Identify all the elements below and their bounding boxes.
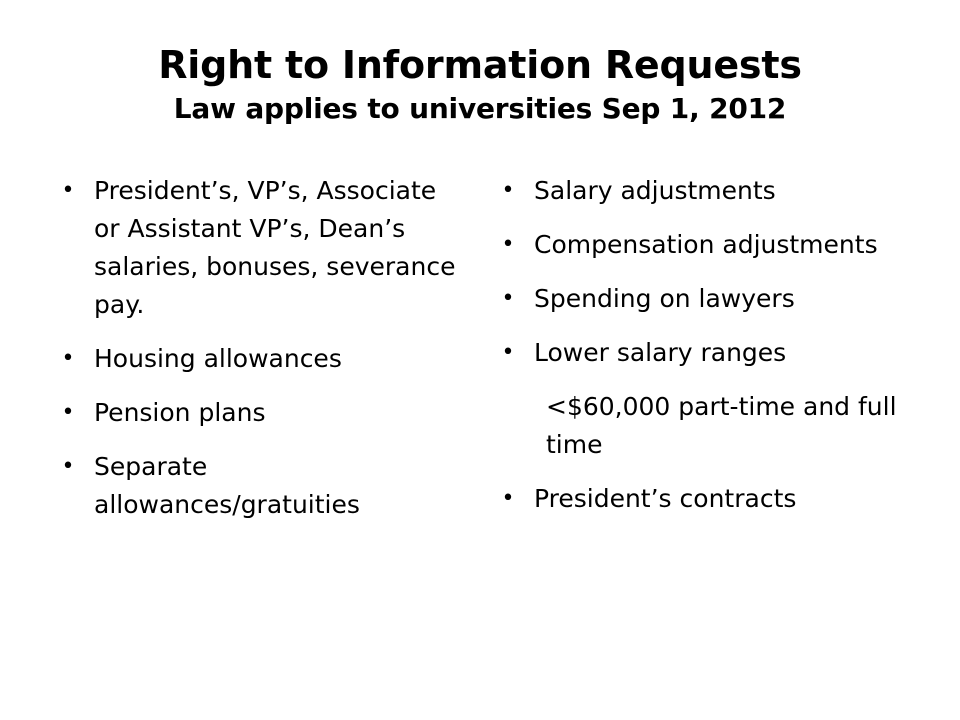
list-item: [58, 172, 458, 324]
list-item-text: <$60,000 part-time and full time: [546, 392, 897, 459]
list-item-text: Lower salary ranges: [534, 338, 787, 367]
list-item-text: Salary adjustments: [534, 176, 776, 205]
list-item-text: Separate allowances/gratuities: [94, 452, 360, 519]
slide-title: Right to Information Requests: [158, 43, 802, 87]
bullet-icon: •: [501, 486, 515, 511]
list-item-text: Housing allowances: [94, 344, 342, 373]
bullet-icon: •: [501, 340, 515, 365]
title-block: [60, 42, 900, 127]
list-item: [58, 448, 458, 524]
list-item-sub: [498, 388, 898, 464]
list-item-text: President’s, VP’s, Associate or Assistant VP’s, Dean’s salaries, bonuses, severance pay.: [94, 176, 456, 319]
list-item-text: Spending on lawyers: [534, 284, 795, 313]
list-item-text: Pension plans: [94, 398, 266, 427]
list-item: [58, 340, 458, 378]
list-item-text: Compensation adjustments: [534, 230, 878, 259]
bullet-icon: •: [61, 400, 75, 425]
bullet-icon: •: [501, 232, 515, 257]
bullet-icon: •: [501, 178, 515, 203]
bullet-icon: •: [61, 454, 75, 479]
list-item: [58, 394, 458, 432]
slide-subtitle: Law applies to universities Sep 1, 2012: [173, 92, 787, 126]
right-bullet-list: [498, 172, 898, 534]
list-item: [498, 334, 898, 372]
bullet-icon: •: [501, 286, 515, 311]
bullet-icon: •: [61, 178, 75, 203]
bullet-icon: •: [61, 346, 75, 371]
list-item: [498, 280, 898, 318]
list-item: [498, 226, 898, 264]
list-item: [498, 172, 898, 210]
list-item: [498, 480, 898, 518]
list-item-text: President’s contracts: [534, 484, 797, 513]
left-bullet-list: [58, 172, 458, 540]
